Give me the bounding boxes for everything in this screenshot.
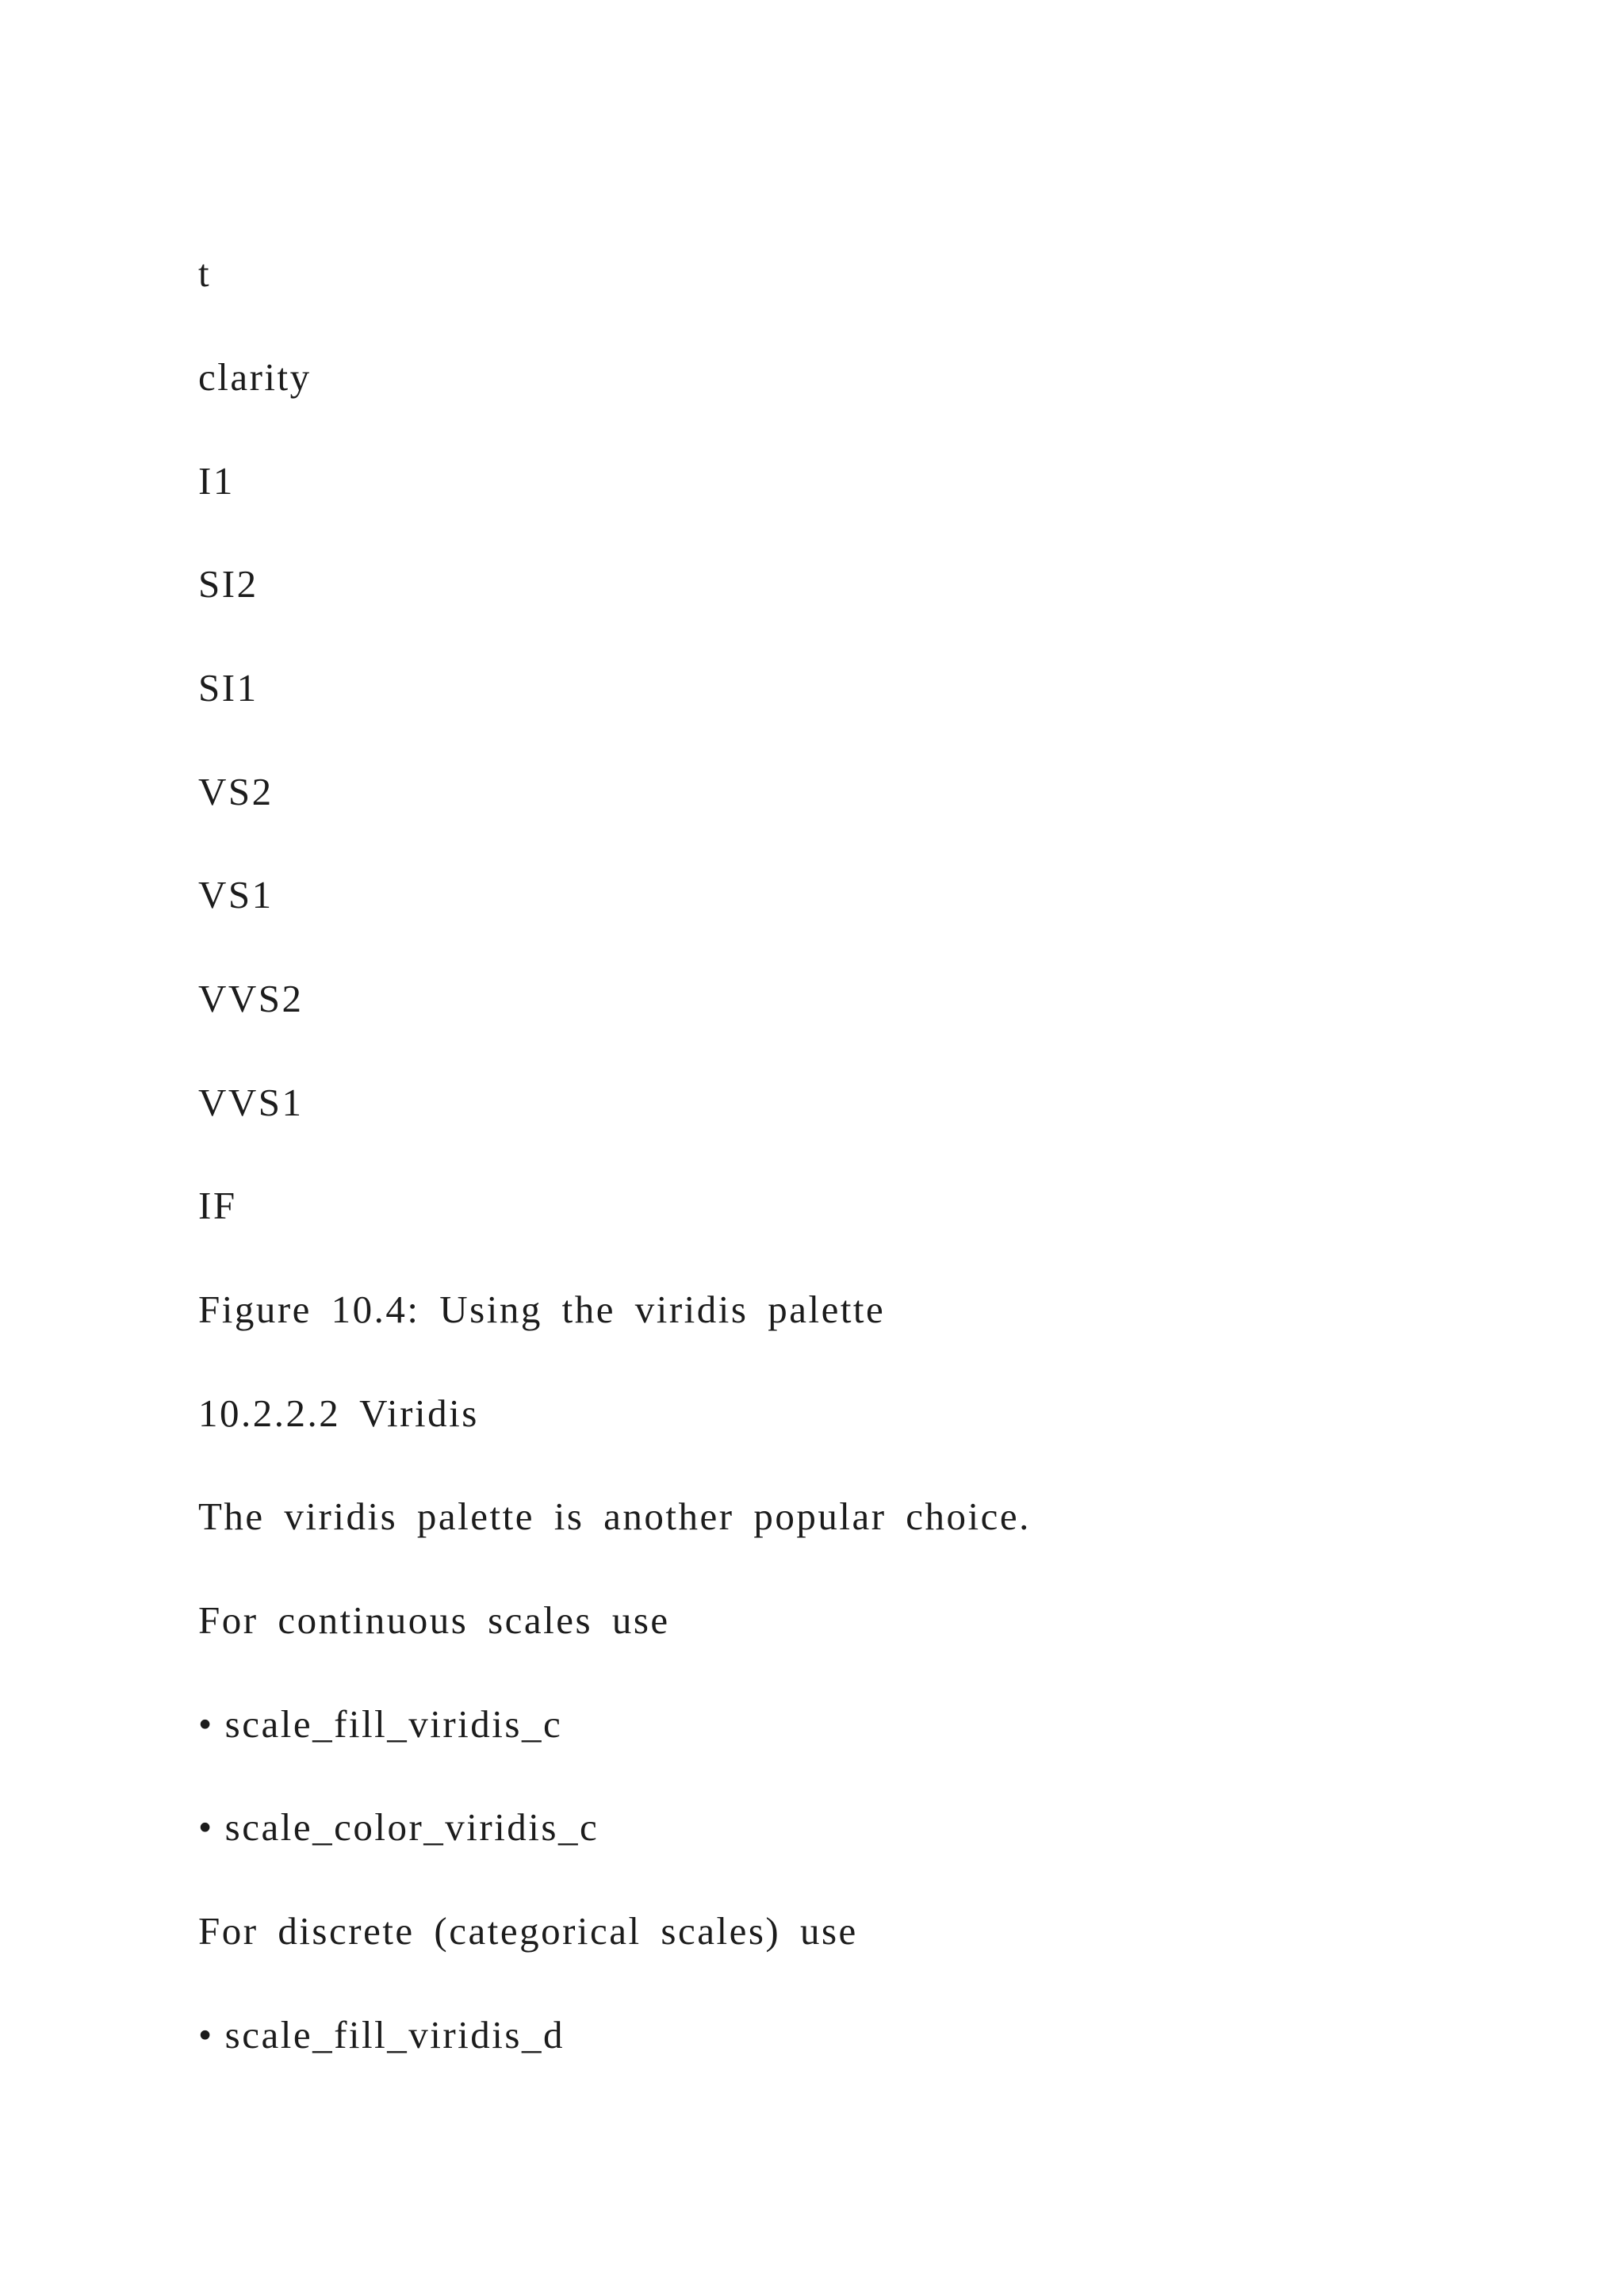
bullet-icon: • <box>198 1702 214 1746</box>
legend-level-if: IF <box>198 1184 237 1227</box>
legend-level-si1: SI1 <box>198 666 259 710</box>
legend-level-i1: I1 <box>198 459 235 503</box>
list-item-text: scale_fill_viridis_c <box>224 1702 563 1746</box>
legend-level-vvs2: VVS2 <box>198 977 304 1020</box>
list-item-continuous-fill <box>198 1701 562 1748</box>
legend-title-fragment: t <box>198 251 212 295</box>
section-heading: 10.2.2.2 Viridis <box>198 1391 479 1435</box>
list-item-text: scale_fill_viridis_d <box>224 2013 565 2057</box>
legend-level-vs2: VS2 <box>198 770 274 813</box>
bullet-icon: • <box>198 1805 214 1849</box>
list-item-text: scale_color_viridis_c <box>224 1805 599 1849</box>
list-item-discrete-fill <box>198 2011 565 2059</box>
legend-level-vs1: VS1 <box>198 873 274 916</box>
list-item-continuous-color <box>198 1804 599 1851</box>
discrete-scales-label: For discrete (categorical scales) use <box>198 1909 858 1953</box>
legend-heading: clarity <box>198 355 312 399</box>
legend-level-si2: SI2 <box>198 562 259 606</box>
legend-level-vvs1: VVS1 <box>198 1081 304 1124</box>
intro-paragraph: The viridis palette is another popular choice. <box>198 1494 1031 1538</box>
bullet-icon: • <box>198 2013 214 2057</box>
continuous-scales-label: For continuous scales use <box>198 1598 670 1642</box>
figure-caption: Figure 10.4: Using the viridis palette <box>198 1288 886 1331</box>
